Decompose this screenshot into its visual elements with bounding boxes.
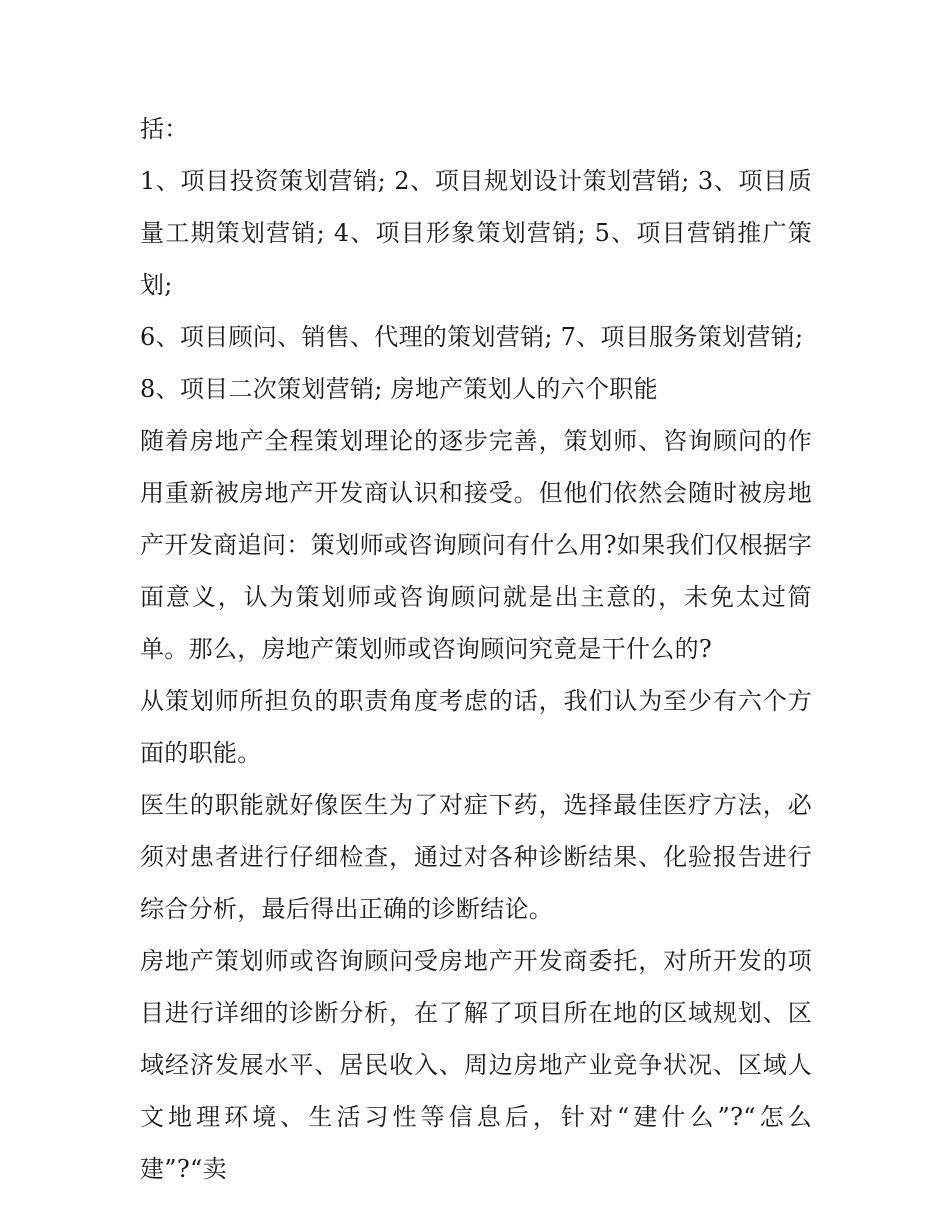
paragraph-six-functions: 从策划师所担负的职责角度考虑的话，我们认为至少有六个方面的职能。 <box>140 687 812 767</box>
paragraph-intro: 随着房地产全程策划理论的逐步完善，策划师、咨询顾问的作用重新被房地产开发商认识和接受。但他们依然会随时被房地产开发商追问：策划师或咨询顾问有什么用?如果我们仅根据字面意义，认为策划师或咨询顾问就是出主意的，未免太过简单。那么，房地产策划师或咨询顾问究竟是干什么的? <box>140 427 812 663</box>
paragraph-list-8-heading: 8、项目二次策划营销; 房地产策划人的六个职能 <box>140 375 658 403</box>
paragraph-diagnosis: 房地产策划师或咨询顾问受房地产开发商委托，对所开发的项目进行详细的诊断分析，在了解了项目所在地的区域规划、区域经济发展水平、居民收入、周边房地产业竞争状况、区域人文地理环境、生活习性等信息后，针对“建什么”?“怎么建”?“卖 <box>140 947 812 1183</box>
paragraph-list-1-5: 1、项目投资策划营销; 2、项目规划设计策划营销; 3、项目质量工期策划营销; 4、项目形象策划营销; 5、项目营销推广策划; <box>140 167 812 299</box>
paragraph-continuation: 括： <box>140 115 189 143</box>
document-body <box>140 103 812 1195</box>
paragraph-list-6-7: 6、项目顾问、销售、代理的策划营销; 7、项目服务策划营销; <box>140 323 804 351</box>
paragraph-doctor-function: 医生的职能就好像医生为了对症下药，选择最佳医疗方法，必须对患者进行仔细检查，通过对各种诊断结果、化验报告进行综合分析，最后得出正确的诊断结论。 <box>140 791 812 923</box>
